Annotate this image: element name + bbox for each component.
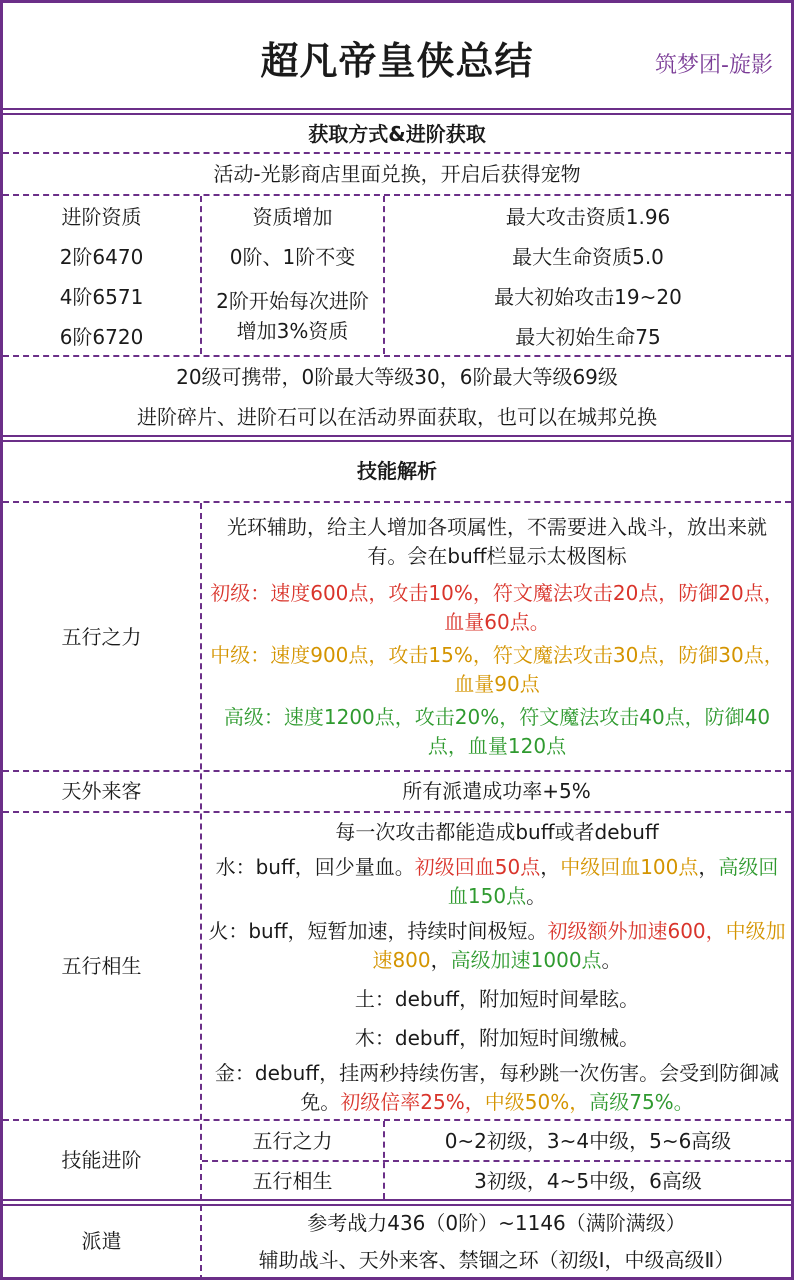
- water-effect: [208, 853, 786, 911]
- earth-effect: 土：debuff，附加短时间晕眩。: [354, 987, 640, 1011]
- aptitude-value: 4阶6571: [59, 285, 144, 309]
- divider: [3, 194, 791, 196]
- tier-low: 初级回血50点: [414, 855, 541, 879]
- aptitude-increase-value: 0阶、1阶不变: [229, 245, 356, 269]
- skill-desc-tianwai: 所有派遣成功率+5%: [402, 779, 591, 803]
- fire-effect: [208, 917, 786, 975]
- advance-rule: 0~2初级，3~4中级，5~6高级: [444, 1128, 732, 1153]
- aptitude-header: 进阶资质: [61, 205, 142, 229]
- level-note: 20级可携带，0阶最大等级30，6阶最大等级69级: [176, 365, 618, 389]
- skill-name-xiangsheng: 五行相生: [61, 954, 142, 978]
- skill-intro: 光环辅助，给主人增加各项属性，不需要进入战斗，放出来就有。会在buff栏显示太极图标: [227, 515, 767, 568]
- author-label: 筑梦团-旋影: [655, 53, 773, 78]
- separator: 。: [601, 948, 622, 972]
- aptitude-increase-value: 2阶开始每次进阶: [216, 289, 369, 313]
- acquire-heading: 获取方式&进阶获取: [308, 122, 486, 146]
- tier-mid: 中级：速度900点，攻击15%，符文魔法攻击30点，防御30点，血量90点: [210, 643, 784, 696]
- wood-effect: 木：debuff，附加短时间缴械。: [354, 1026, 640, 1050]
- tier-mid: 中级加速800: [372, 919, 786, 972]
- advance-skill-name: 五行之力: [252, 1128, 333, 1153]
- skills-heading: 技能解析: [357, 459, 437, 483]
- page-title: 超凡帝皇侠总结: [260, 39, 534, 83]
- aptitude-value: 6阶6720: [59, 325, 144, 349]
- effect-text: 金：debuff，挂两秒持续伤害，每秒跳一次伤害。会受到防御减免。: [214, 1061, 780, 1114]
- tier-high: 高级回血150点: [447, 855, 779, 908]
- tier-mid: 中级50%，: [484, 1090, 590, 1114]
- max-stat: 最大生命资质5.0: [512, 245, 664, 269]
- skill-desc-xiangsheng: [208, 818, 786, 1117]
- skill-name-wuxing-zhili: 五行之力: [61, 624, 142, 649]
- separator: ，: [698, 855, 719, 879]
- separator: 。: [526, 884, 547, 908]
- metal-effect: [208, 1059, 786, 1117]
- divider: [3, 435, 791, 442]
- skill-name-tianwai: 天外来客: [61, 779, 142, 803]
- acquire-method: 活动-光影商店里面兑换，开启后获得宠物: [213, 162, 581, 186]
- advance-rule: 3初级，4~5中级，6高级: [474, 1168, 702, 1193]
- skill-desc-wuxing-zhili: [208, 513, 786, 761]
- max-stat: 最大初始攻击19~20: [494, 285, 682, 309]
- dispatch-power: 参考战力436（0阶）~1146（满阶满级）: [307, 1211, 686, 1235]
- effect-text: 火：buff，短暂加速，持续时间极短。: [208, 919, 548, 943]
- skill-intro: 每一次攻击都能造成buff或者debuff: [335, 820, 659, 844]
- advance-skill-name: 五行相生: [252, 1168, 333, 1193]
- aptitude-value: 2阶6470: [59, 245, 144, 269]
- tier-mid: 中级回血100点: [560, 855, 699, 879]
- max-stat: 最大初始生命75: [515, 325, 661, 349]
- divider: [3, 355, 791, 357]
- tier-low: 初级：速度600点，攻击10%，符文魔法攻击20点，防御20点，血量60点。: [210, 581, 784, 634]
- title-bar: [3, 3, 791, 106]
- separator: ，: [540, 855, 561, 879]
- separator: ，: [430, 948, 451, 972]
- tier-high: 高级：速度1200点，攻击20%，符文魔法攻击40点，防御40点，血量120点: [223, 705, 771, 758]
- divider: [200, 503, 202, 1200]
- tier-high: 高级加速1000点: [450, 948, 602, 972]
- dispatch-types: 辅助战斗、天外来客、禁锢之环（初级Ⅰ，中级高级Ⅱ）: [258, 1248, 735, 1272]
- divider: [3, 108, 791, 115]
- tier-high: 高级75%。: [589, 1090, 694, 1114]
- dispatch-label: 派遣: [81, 1229, 122, 1253]
- fragment-note: 进阶碎片、进阶石可以在活动界面获取，也可以在城邦兑换: [137, 405, 657, 429]
- tier-low: 初级额外加速600，: [547, 919, 726, 943]
- tier-low: 初级倍率25%，: [340, 1090, 485, 1114]
- aptitude-increase-header: 资质增加: [252, 205, 333, 229]
- max-stat: 最大攻击资质1.96: [505, 205, 671, 229]
- skill-advance-label: 技能进阶: [61, 1148, 142, 1172]
- divider: [3, 152, 791, 154]
- effect-text: 水：buff，回少量血。: [215, 855, 415, 879]
- aptitude-increase-value: 增加3%资质: [236, 319, 349, 343]
